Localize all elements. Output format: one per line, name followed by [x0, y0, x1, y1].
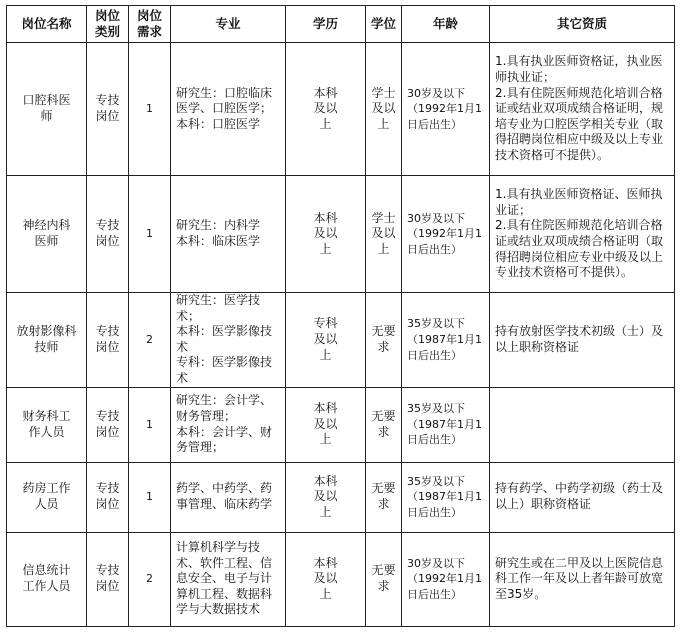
cell-demand: 2	[129, 293, 171, 388]
cell-degree: 无要求	[366, 293, 402, 388]
cell-position-name: 神经内科医师	[7, 176, 87, 293]
cell-degree: 无要求	[366, 387, 402, 462]
cell-degree: 学士及以上	[366, 176, 402, 293]
cell-age: 35岁及以下（1987年1月1日后出生）	[402, 387, 490, 462]
cell-other: 持有药学、中药学初级（药士及以上）职称资格证	[490, 462, 675, 532]
cell-degree: 学士及以上	[366, 43, 402, 176]
cell-category: 专技岗位	[87, 176, 129, 293]
cell-position-name: 财务科工作人员	[7, 387, 87, 462]
header-age: 年龄	[402, 6, 490, 43]
cell-education: 本科及以上	[286, 43, 366, 176]
table-row	[7, 462, 675, 532]
cell-demand: 1	[129, 176, 171, 293]
cell-major: 研究生：医学技术； 本科：医学影像技术 专科：医学影像技术	[171, 293, 286, 388]
cell-other: 持有放射医学技术初级（士）及以上职称资格证	[490, 293, 675, 388]
header-degree: 学位	[366, 6, 402, 43]
cell-education: 本科及以上	[286, 532, 366, 626]
header-major: 专业	[171, 6, 286, 43]
cell-major: 计算机科学与技术、软件工程、信息安全、电子与计算机工程、数据科学与大数据技术	[171, 532, 286, 626]
header-position-name: 岗位名称	[7, 6, 87, 43]
cell-age: 30岁及以下（1992年1月1日后出生）	[402, 532, 490, 626]
cell-position-name: 药房工作人员	[7, 462, 87, 532]
header-row	[7, 6, 675, 43]
cell-degree: 无要求	[366, 532, 402, 626]
header-position-category: 岗位类别	[87, 6, 129, 43]
header-position-demand: 岗位需求	[129, 6, 171, 43]
cell-education: 本科及以上	[286, 176, 366, 293]
header-education: 学历	[286, 6, 366, 43]
cell-category: 专技岗位	[87, 462, 129, 532]
cell-other: 1.具有执业医师资格证，执业医师执业证； 2.具有住院医师规范化培训合格证或结业双项成绩合格证明，规培专业为口腔医学相关专业（取得招聘岗位相应中级及以上专业技术资格可不提供）。	[490, 43, 675, 176]
cell-education: 本科及以上	[286, 387, 366, 462]
cell-major: 研究生：内科学 本科：临床医学	[171, 176, 286, 293]
cell-category: 专技岗位	[87, 293, 129, 388]
header-other-qualifications: 其它资质	[490, 6, 675, 43]
table-row	[7, 387, 675, 462]
table-row	[7, 293, 675, 388]
cell-degree: 无要求	[366, 462, 402, 532]
cell-category: 专技岗位	[87, 532, 129, 626]
cell-other: 1.具有执业医师资格证、医师执业证； 2.具有住院医师规范化培训合格证或结业双项成绩合格证明（取得招聘岗位相应专业中级及以上专业技术资格可不提供）。	[490, 176, 675, 293]
cell-demand: 1	[129, 43, 171, 176]
cell-major: 研究生：口腔临床医学、口腔医学； 本科：口腔医学	[171, 43, 286, 176]
cell-age: 30岁及以下（1992年1月1日后出生）	[402, 43, 490, 176]
cell-age: 35岁及以下（1987年1月1日后出生）	[402, 462, 490, 532]
cell-education: 专科及以上	[286, 293, 366, 388]
cell-age: 35岁及以下（1987年1月1日后出生）	[402, 293, 490, 388]
cell-demand: 1	[129, 387, 171, 462]
table-row	[7, 43, 675, 176]
job-requirements-table	[6, 5, 675, 627]
cell-demand: 1	[129, 462, 171, 532]
table-row	[7, 532, 675, 626]
cell-major: 研究生：会计学、财务管理； 本科：会计学、财务管理；	[171, 387, 286, 462]
cell-position-name: 信息统计工作人员	[7, 532, 87, 626]
cell-major: 药学、中药学、药事管理、临床药学	[171, 462, 286, 532]
cell-category: 专技岗位	[87, 43, 129, 176]
table-row	[7, 176, 675, 293]
cell-education: 本科及以上	[286, 462, 366, 532]
cell-other	[490, 387, 675, 462]
cell-position-name: 口腔科医师	[7, 43, 87, 176]
cell-position-name: 放射影像科技师	[7, 293, 87, 388]
cell-demand: 2	[129, 532, 171, 626]
cell-category: 专技岗位	[87, 387, 129, 462]
cell-age: 30岁及以下（1992年1月1日后出生）	[402, 176, 490, 293]
cell-other: 研究生或在二甲及以上医院信息科工作一年及以上者年龄可放宽至35岁。	[490, 532, 675, 626]
